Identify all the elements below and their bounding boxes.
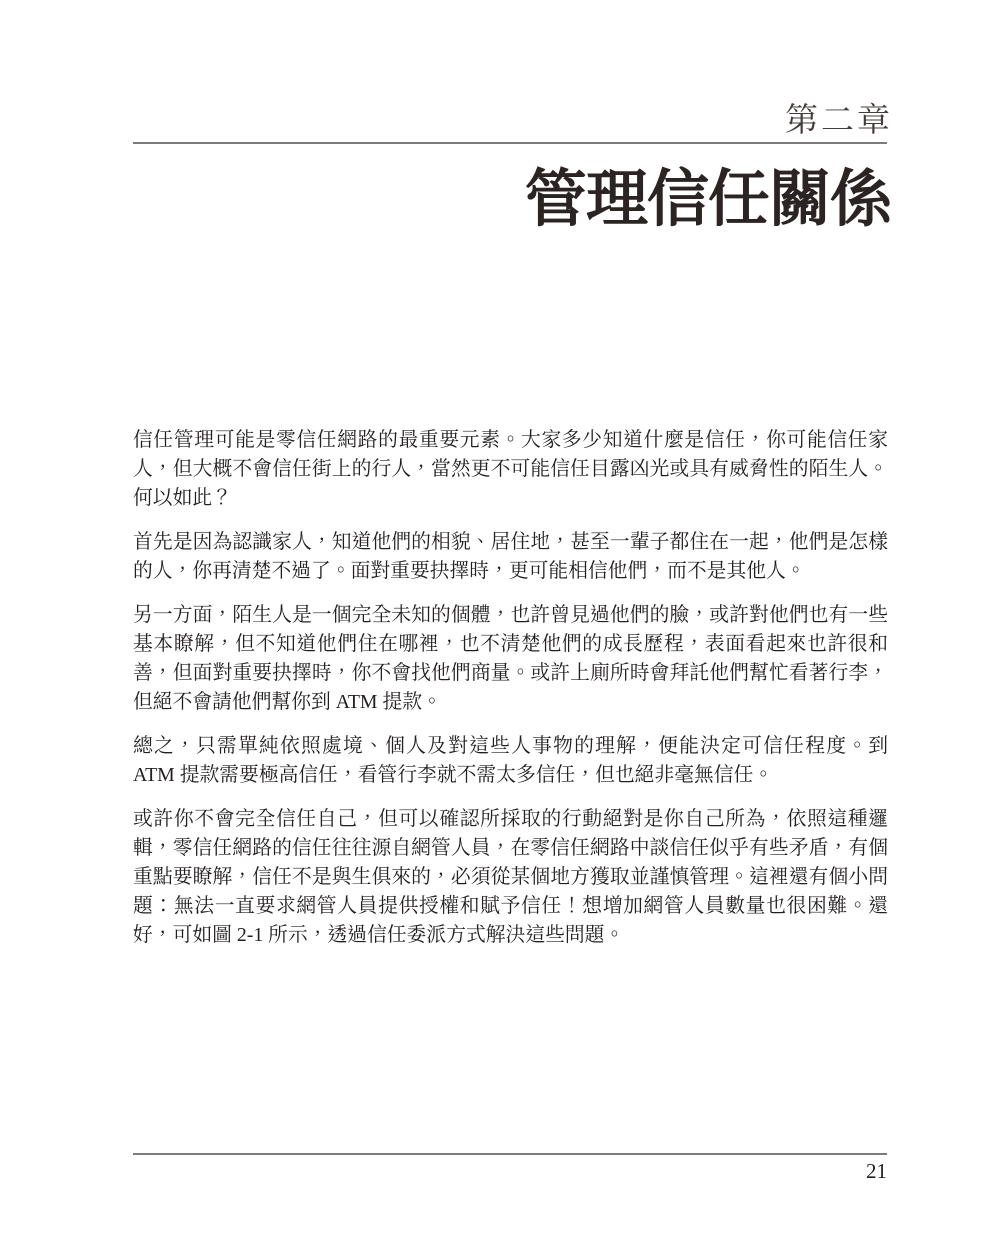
body-text (133, 426, 888, 965)
page-number: 21 (866, 1159, 887, 1183)
chapter-title: 管理信任關係 (524, 165, 891, 234)
chapter-label: 第二章 (785, 101, 893, 138)
body-paragraph: 或許你不會完全信任自己，但可以確認所採取的行動絕對是你自己所為，依照這種邏輯，零信任網路的信任往往源自網管人員，在零信任網路中談信任似乎有些矛盾，有個重點要瞭解，信任不是與生俱來的，必須從某個地方獲取並謹慎管理。這裡還有個小問題：無法一直要求網管人員提供授權和賦予信任！想增加網管人員數量也很困難。還好，可如圖 2-1 所示，透過信任委派方式解決這些問題。 (133, 808, 888, 946)
footer-divider (133, 1153, 887, 1155)
header-divider (133, 142, 887, 144)
body-paragraph: 信任管理可能是零信任網路的最重要元素。大家多少知道什麼是信任，你可能信任家人，但大概不會信任街上的行人，當然更不可能信任目露凶光或具有威脅性的陌生人。何以如此？ (133, 429, 888, 509)
body-paragraph: 總之，只需單純依照處境、個人及對這些人事物的理解，便能決定可信任程度。到 ATM 提款需要極高信任，看管行李就不需太多信任，但也絕非毫無信任。 (133, 735, 888, 786)
body-paragraph: 首先是因為認識家人，知道他們的相貌、居住地，甚至一輩子都住在一起，他們是怎樣的人，你再清楚不過了。面對重要抉擇時，更可能相信他們，而不是其他人。 (133, 531, 888, 582)
body-paragraph: 另一方面，陌生人是一個完全未知的個體，也許曾見過他們的臉，或許對他們也有一些基本瞭解，但不知道他們住在哪裡，也不清楚他們的成長歷程，表面看起來也許很和善，但面對重要抉擇時，你不會找他們商量。或許上廁所時會拜託他們幫忙看著行李，但絕不會請他們幫你到 ATM 提款。 (133, 604, 888, 713)
